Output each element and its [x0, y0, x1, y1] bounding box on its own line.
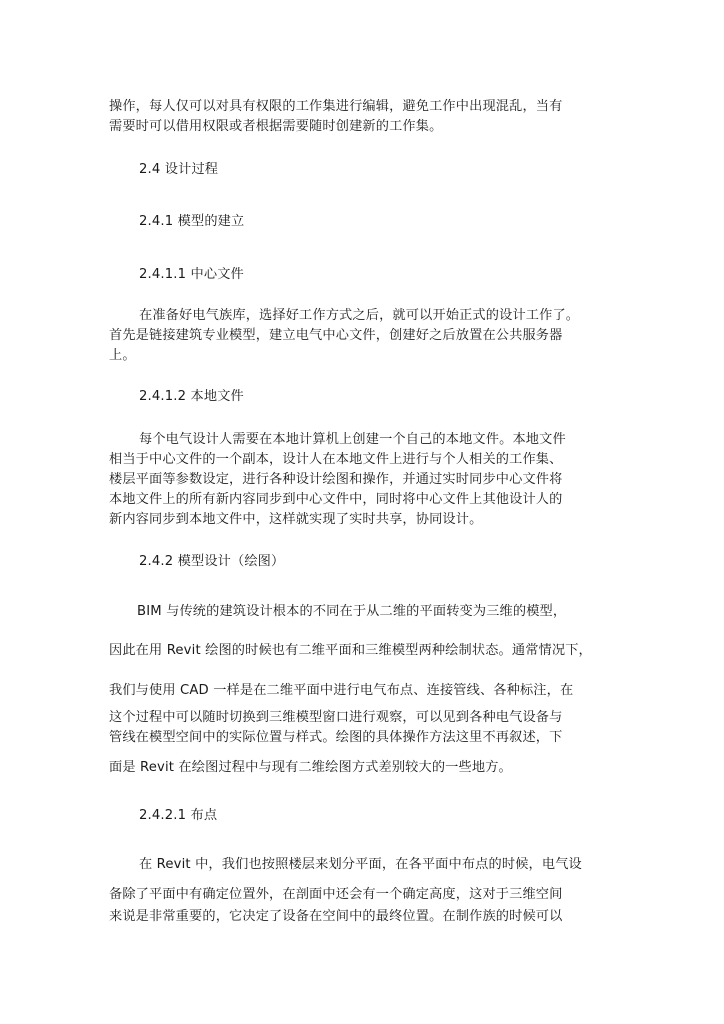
- paragraph-line: 来说是非常重要的，它决定了设备在空间中的最终位置。在制作族的时候可以: [109, 909, 563, 924]
- paragraph-line: 需要时可以借用权限或者根据需要随时创建新的工作集。: [109, 119, 443, 134]
- paragraph-line: 上。: [109, 348, 136, 363]
- section-heading: 2.4.2.1 布点: [139, 808, 218, 823]
- paragraph-line: 操作，每人仅可以对具有权限的工作集进行编辑，避免工作中出现混乱，当有: [109, 99, 563, 114]
- section-heading: 2.4.1.1 中心文件: [139, 267, 244, 282]
- paragraph-line: 因此在用 Revit 绘图的时候也有二维平面和三维模型两种绘制状态。通常情况下，: [109, 643, 592, 658]
- paragraph-line: 楼层平面等参数设定，进行各种设计绘图和操作，并通过实时同步中心文件将: [109, 472, 563, 487]
- paragraph-line: 备除了平面中有确定位置外，在剖面中还会有一个确定高度，这对于三维空间: [109, 887, 563, 902]
- paragraph-line: 我们与使用 CAD 一样是在二维平面中进行电气布点、连接管线、各种标注，在: [109, 683, 574, 698]
- paragraph-line: 这个过程中可以随时切换到三维模型窗口进行观察，可以见到各种电气设备与: [109, 710, 563, 725]
- paragraph-line: 新内容同步到本地文件中，这样就实现了实时共享，协同设计。: [109, 512, 483, 527]
- paragraph-line: 本地文件上的所有新内容同步到中心文件中，同时将中心文件上其他设计人的: [109, 492, 563, 507]
- paragraph-line: 在 Revit 中，我们也按照楼层来划分平面，在各平面中布点的时候，电气设: [139, 857, 582, 872]
- paragraph-line: 管线在模型空间中的实际位置与样式。绘图的具体操作方法这里不再叙述，下: [109, 730, 563, 745]
- paragraph-line: 每个电气设计人需要在本地计算机上创建一个自己的本地文件。本地文件: [139, 432, 566, 447]
- section-heading: 2.4 设计过程: [139, 162, 219, 177]
- paragraph-line: 相当于中心文件的一个副本，设计人在本地文件上进行与个人相关的工作集、: [109, 452, 563, 467]
- paragraph-line: 面是 Revit 在绘图过程中与现有二维绘图方式差别较大的一些地方。: [109, 760, 512, 775]
- paragraph-line: 在准备好电气族库，选择好工作方式之后，就可以开始正式的设计工作了。: [139, 308, 580, 323]
- section-heading: 2.4.2 模型设计（绘图）: [139, 554, 285, 569]
- paragraph-line: BIM 与传统的建筑设计根本的不同在于从二维的平面转变为三维的模型，: [137, 604, 567, 619]
- section-heading: 2.4.1.2 本地文件: [139, 389, 244, 404]
- paragraph-line: 首先是链接建筑专业模型，建立电气中心文件，创建好之后放置在公共服务器: [109, 328, 563, 343]
- section-heading: 2.4.1 模型的建立: [139, 214, 245, 229]
